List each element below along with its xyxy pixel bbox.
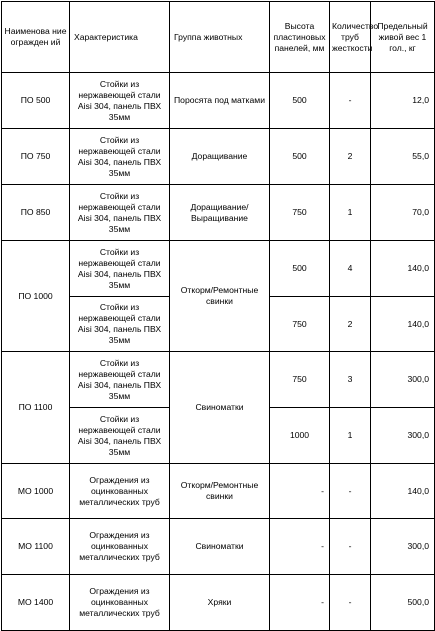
header-row — [2, 2, 435, 73]
row-tube-count: 2 — [330, 129, 371, 185]
row-animal-group: Свиноматки — [170, 519, 270, 575]
row-max-weight: 70,0 — [371, 185, 435, 241]
row-panel-height: 750 — [270, 185, 330, 241]
row-characteristic: Стойки из нержавеющей стали Aisi 304, панель ПВХ 35мм — [70, 241, 170, 297]
row-animal-group: Хряки — [170, 575, 270, 631]
row-characteristic: Стойки из нержавеющей стали Aisi 304, панель ПВХ 35мм — [70, 73, 170, 129]
fencing-spec-table — [1, 1, 435, 631]
row-characteristic: Стойки из нержавеющей стали Aisi 304, панель ПВХ 35мм — [70, 129, 170, 185]
row-tube-count: 2 — [330, 297, 371, 352]
row-panel-height: - — [270, 464, 330, 519]
row-name: ПО 850 — [2, 185, 70, 241]
row-animal-group: Доращивание — [170, 129, 270, 185]
row-tube-count: 1 — [330, 185, 371, 241]
row-animal-group: Откорм/Ремонтные свинки — [170, 241, 270, 352]
row-tube-count: - — [330, 519, 371, 575]
row-panel-height: 500 — [270, 241, 330, 297]
row-name: МО 1000 — [2, 464, 70, 519]
row-max-weight: 140,0 — [371, 241, 435, 297]
table-header — [2, 2, 435, 73]
row-name: ПО 1100 — [2, 352, 70, 464]
row-tube-count: 3 — [330, 352, 371, 408]
table-row — [2, 73, 435, 129]
header-tube-count: Количество труб жесткости — [330, 2, 371, 73]
row-max-weight: 500,0 — [371, 575, 435, 631]
row-characteristic: Стойки из нержавеющей стали Aisi 304, панель ПВХ 35мм — [70, 185, 170, 241]
table-row — [2, 185, 435, 241]
row-animal-group: Откорм/Ремонтные свинки — [170, 464, 270, 519]
row-name: ПО 1000 — [2, 241, 70, 352]
row-tube-count: 4 — [330, 241, 371, 297]
header-characteristic: Характеристика — [70, 2, 170, 73]
row-tube-count: - — [330, 464, 371, 519]
row-animal-group: Свиноматки — [170, 352, 270, 464]
row-max-weight: 300,0 — [371, 519, 435, 575]
row-characteristic: Ограждения из оцинкованных металлических труб — [70, 464, 170, 519]
header-panel-height: Высота пластиновых панелей, мм — [270, 2, 330, 73]
row-name: ПО 500 — [2, 73, 70, 129]
row-tube-count: 1 — [330, 408, 371, 464]
table-row — [2, 464, 435, 519]
row-panel-height: 1000 — [270, 408, 330, 464]
row-characteristic: Стойки из нержавеющей стали Aisi 304, панель ПВХ 35мм — [70, 408, 170, 464]
row-panel-height: - — [270, 575, 330, 631]
row-name: МО 1100 — [2, 519, 70, 575]
row-characteristic: Ограждения из оцинкованных металлических труб — [70, 519, 170, 575]
header-max-weight: Предельный живой вес 1 гол., кг — [371, 2, 435, 73]
row-characteristic: Стойки из нержавеющей стали Aisi 304, панель ПВХ 35мм — [70, 297, 170, 352]
row-max-weight: 300,0 — [371, 408, 435, 464]
table-row — [2, 519, 435, 575]
row-panel-height: 750 — [270, 352, 330, 408]
row-name: МО 1400 — [2, 575, 70, 631]
header-name: Наименова ние огражден ий — [2, 2, 70, 73]
table-row — [2, 129, 435, 185]
row-tube-count: - — [330, 73, 371, 129]
row-characteristic: Ограждения из оцинкованных металлических труб — [70, 575, 170, 631]
header-animal-group: Группа животных — [170, 2, 270, 73]
row-tube-count: - — [330, 575, 371, 631]
row-max-weight: 140,0 — [371, 464, 435, 519]
table-row — [2, 241, 435, 297]
row-panel-height: 500 — [270, 73, 330, 129]
row-panel-height: 500 — [270, 129, 330, 185]
row-name: ПО 750 — [2, 129, 70, 185]
row-animal-group: Поросята под матками — [170, 73, 270, 129]
row-max-weight: 55,0 — [371, 129, 435, 185]
table-body — [2, 73, 435, 631]
table-row — [2, 575, 435, 631]
row-max-weight: 300,0 — [371, 352, 435, 408]
row-panel-height: - — [270, 519, 330, 575]
row-max-weight: 140,0 — [371, 297, 435, 352]
row-animal-group: Доращивание/Выращивание — [170, 185, 270, 241]
row-panel-height: 750 — [270, 297, 330, 352]
table-row — [2, 352, 435, 408]
row-characteristic: Стойки из нержавеющей стали Aisi 304, панель ПВХ 35мм — [70, 352, 170, 408]
row-max-weight: 12,0 — [371, 73, 435, 129]
